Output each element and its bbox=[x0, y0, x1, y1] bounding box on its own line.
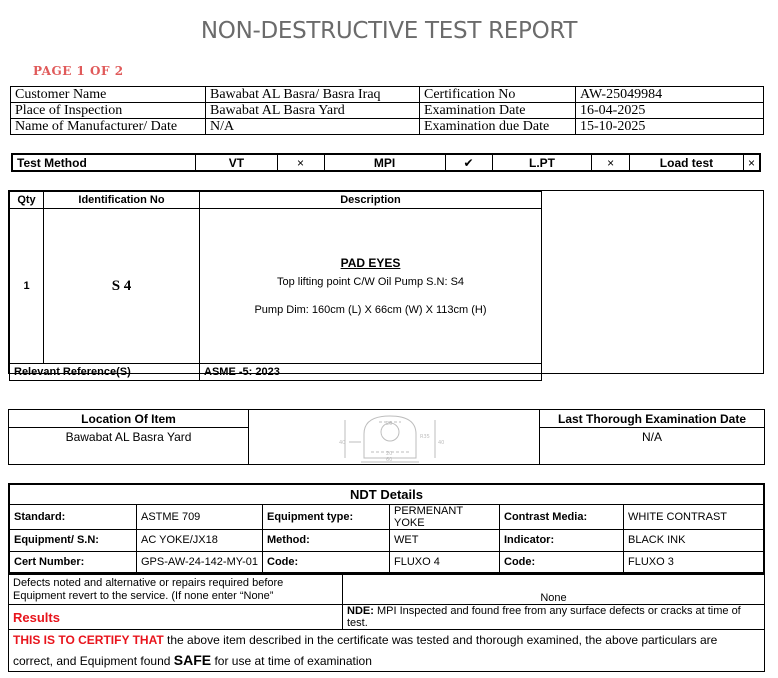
test-method-label: Test Method bbox=[12, 154, 196, 171]
lpt-cross-icon: × bbox=[592, 154, 630, 171]
method-vt: VT bbox=[196, 154, 277, 171]
identification-value: S 4 bbox=[44, 209, 200, 364]
defects-line-2: Equipment revert to the service. (If none enter “None” bbox=[13, 589, 274, 602]
cert-number-value: GPS-AW-24-142-MY-01 bbox=[137, 551, 263, 573]
cert-value: AW-25049984 bbox=[576, 87, 764, 103]
customer-label: Customer Name bbox=[11, 87, 206, 103]
method-value: WET bbox=[390, 529, 500, 551]
certify-heading: THIS IS TO CERTIFY THAT bbox=[13, 633, 164, 647]
page-number: PAGE 1 OF 2 bbox=[33, 64, 124, 78]
cert-number-label: Cert Number: bbox=[9, 551, 137, 573]
results-label: Results bbox=[9, 605, 343, 630]
place-label: Place of Inspection bbox=[11, 103, 206, 119]
standard-value: ASTME 709 bbox=[137, 504, 263, 529]
due-date-value: 15-10-2025 bbox=[576, 119, 764, 135]
test-method-table bbox=[11, 153, 761, 172]
certify-statement bbox=[9, 630, 765, 672]
nde-note bbox=[343, 605, 765, 630]
nde-label: NDE: bbox=[347, 605, 374, 617]
description-header: Description bbox=[200, 192, 542, 209]
contrast-value: WHITE CONTRAST bbox=[624, 504, 765, 529]
due-date-label: Examination due Date bbox=[420, 119, 576, 135]
drawing-dim-top: 20 bbox=[386, 421, 393, 427]
manufacturer-value: N/A bbox=[206, 119, 420, 135]
load-cross-icon: × bbox=[743, 154, 760, 171]
exam-date-label: Examination Date bbox=[420, 103, 576, 119]
last-exam-value: N/A bbox=[540, 428, 765, 465]
defects-label bbox=[9, 575, 343, 605]
qty-value: 1 bbox=[10, 209, 44, 364]
reference-value: ASME -5: 2023 bbox=[200, 364, 542, 381]
equipment-sn-value: AC YOKE/JX18 bbox=[137, 529, 263, 551]
vt-cross-icon: × bbox=[277, 154, 324, 171]
certify-text-2b: for use at time of examination bbox=[214, 654, 372, 668]
certify-text-1: the above item described in the certificate was tested and thorough examined, the above particulars are bbox=[167, 633, 718, 647]
reference-label: Relevant Reference(S) bbox=[10, 364, 200, 381]
drawing-dim-left: 40 bbox=[339, 440, 346, 446]
exam-date-value: 16-04-2025 bbox=[576, 103, 764, 119]
last-exam-label: Last Thorough Examination Date bbox=[540, 410, 765, 428]
mpi-check-icon: ✔ bbox=[445, 154, 492, 171]
indicator-value: BLACK INK bbox=[624, 529, 765, 551]
drawing-dim-bottom: 60 bbox=[386, 457, 393, 463]
pad-eye-drawing bbox=[249, 410, 540, 465]
description-line-2: Pump Dim: 160cm (L) X 66cm (W) X 113cm (H) bbox=[254, 304, 487, 316]
equipment-type-value: PERMENANT YOKE bbox=[390, 504, 500, 529]
code-label-1: Code: bbox=[263, 551, 390, 573]
customer-value: Bawabat AL Basra/ Basra Iraq bbox=[206, 87, 420, 103]
indicator-label: Indicator: bbox=[500, 529, 624, 551]
place-value: Bawabat AL Basra Yard bbox=[206, 103, 420, 119]
standard-label: Standard: bbox=[9, 504, 137, 529]
info-table bbox=[10, 86, 764, 135]
drawing-dim-right: 40 bbox=[438, 440, 445, 446]
equipment-sn-label: Equipment/ S.N: bbox=[9, 529, 137, 551]
pad-eye-sketch-icon bbox=[249, 410, 539, 464]
location-label: Location Of Item bbox=[9, 410, 249, 428]
location-table bbox=[8, 409, 765, 465]
item-table bbox=[9, 191, 542, 381]
nde-text: MPI Inspected and found free from any surface defects or cracks at time of test. bbox=[347, 605, 741, 629]
manufacturer-label: Name of Manufacturer/ Date bbox=[11, 119, 206, 135]
location-value: Bawabat AL Basra Yard bbox=[9, 428, 249, 465]
contrast-label: Contrast Media: bbox=[500, 504, 624, 529]
id-header: Identification No bbox=[44, 192, 200, 209]
cert-label: Certification No bbox=[420, 87, 576, 103]
code-value-2: FLUXO 3 bbox=[624, 551, 765, 573]
qty-header: Qty bbox=[10, 192, 44, 209]
drawing-dim-mid: 20 bbox=[386, 451, 393, 457]
method-label: Method: bbox=[263, 529, 390, 551]
drawing-dim-side: R35 bbox=[420, 434, 430, 440]
defects-line-1: Defects noted and alternative or repairs required before bbox=[13, 576, 284, 589]
method-lpt: L.PT bbox=[492, 154, 592, 171]
report-title: NON-DESTRUCTIVE TEST REPORT bbox=[200, 18, 578, 44]
method-mpi: MPI bbox=[324, 154, 445, 171]
results-table bbox=[8, 574, 765, 672]
method-load-test: Load test bbox=[629, 154, 743, 171]
description-cell bbox=[200, 209, 542, 364]
code-label-2: Code: bbox=[500, 551, 624, 573]
defects-value: None bbox=[343, 575, 765, 605]
ndt-header: NDT Details bbox=[9, 484, 764, 504]
ndt-table bbox=[8, 483, 765, 574]
code-value-1: FLUXO 4 bbox=[390, 551, 500, 573]
certify-safe: SAFE bbox=[173, 652, 212, 668]
description-title: PAD EYES bbox=[340, 256, 401, 270]
description-line-1: Top lifting point C/W Oil Pump S.N: S4 bbox=[276, 276, 465, 288]
certify-text-2a: correct, and Equipment found bbox=[13, 654, 171, 668]
equipment-type-label: Equipment type: bbox=[263, 504, 390, 529]
